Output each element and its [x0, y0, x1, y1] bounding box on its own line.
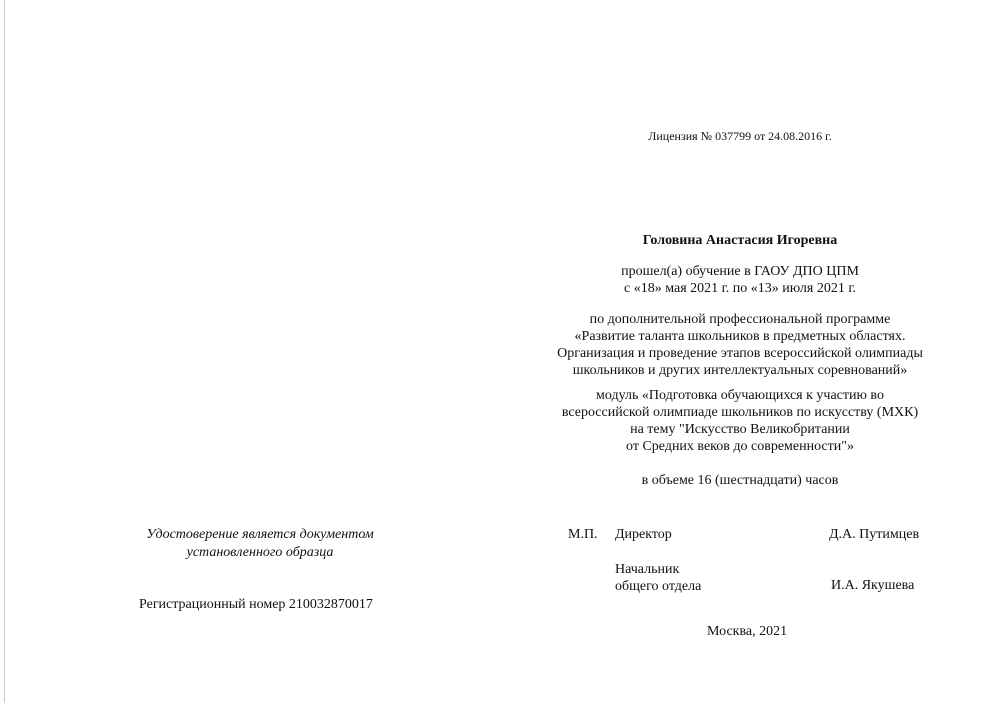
certificate-note-line-2: установленного образца	[186, 545, 334, 560]
training-period	[540, 263, 940, 297]
certificate-note	[110, 526, 410, 562]
head-of-department-name: И.А. Якушева	[831, 578, 915, 593]
program-line-4: школьников и других интеллектуальных соревнований»	[572, 363, 908, 378]
director-name: Д.А. Путимцев	[829, 527, 920, 542]
city-year: Москва, 2021	[707, 624, 788, 639]
module-line-2: всероссийской олимпиаде школьников по искусству (МХК)	[561, 405, 919, 420]
module-line-1: модуль «Подготовка обучающихся к участию во	[596, 388, 884, 403]
course-volume: в объеме 16 (шестнадцати) часов	[641, 473, 839, 488]
training-line-1: прошел(а) обучение в ГАОУ ДПО ЦПМ	[621, 264, 859, 279]
recipient-name: Головина Анастасия Игоревна	[642, 233, 838, 248]
license-text: Лицензия № 037799 от 24.08.2016 г.	[648, 129, 832, 143]
head-title-line-2: общего отдела	[615, 579, 702, 594]
certificate-note-line-1: Удостоверение является документом	[146, 527, 374, 542]
program-line-1: по дополнительной профессиональной программе	[589, 312, 891, 327]
program-description	[540, 311, 940, 379]
module-line-4: от Средних веков до современности"»	[626, 439, 854, 454]
page-left-border	[4, 0, 5, 703]
head-title-line-1: Начальник	[615, 562, 680, 577]
program-line-3: Организация и проведение этапов всероссийской олимпиады	[557, 346, 923, 361]
module-description	[540, 387, 940, 455]
training-line-2: с «18» мая 2021 г. по «13» июля 2021 г.	[624, 281, 856, 296]
registration-number: Регистрационный номер 210032870017	[139, 597, 373, 612]
program-line-2: «Развитие таланта школьников в предметных областях.	[574, 329, 906, 344]
head-of-department-title	[615, 561, 701, 595]
module-line-3: на тему "Искусство Великобритании	[630, 422, 850, 437]
director-title: Директор	[615, 527, 672, 542]
seal-label: М.П.	[568, 527, 598, 542]
